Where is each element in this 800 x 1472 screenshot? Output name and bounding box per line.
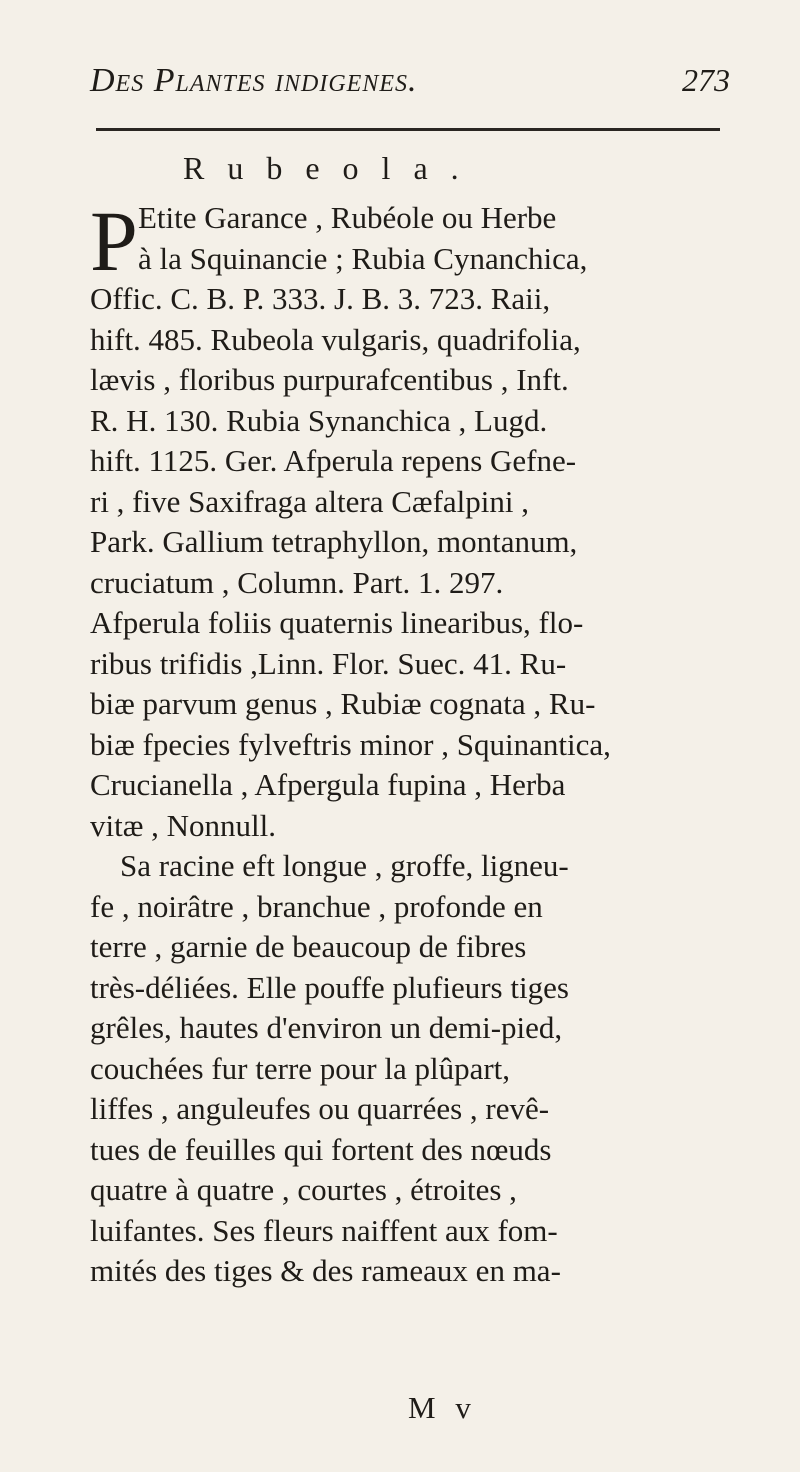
drop-cap: P [90,193,138,289]
text-line: ribus trifidis ,Linn. Flor. Suec. 41. Ru- [90,645,567,681]
text-line: quatre à quatre , courtes , étroites , [90,1172,517,1207]
text-line: Sa racine eft longue , groffe, ligneu- [120,848,569,883]
text-line: mités des tiges & des rameaux en ma- [90,1253,561,1288]
page-header [90,62,730,100]
section-title: Rubeola. [183,150,482,186]
text-line: biæ fpecies fylveftris minor , Squinantica, [90,726,611,762]
text-line: hift. 485. Rubeola vulgaris, quadrifolia, [90,321,581,357]
signature-mark: M v [408,1390,477,1425]
header-rule [96,128,720,131]
text-line: cruciatum , Column. Part. 1. 297. [90,564,504,600]
text-line: R. H. 130. Rubia Synanchica , Lugd. [90,402,548,438]
text-line: Crucianella , Afpergula fupina , Herba [90,767,566,802]
text-line: Offic. C. B. P. 333. J. B. 3. 723. Raii, [90,281,551,316]
text-line: tues de feuilles qui fortent des nœuds [90,1131,552,1167]
text-line: Park. Gallium tetraphyllon, montanum, [90,524,578,559]
text-line: liffes , anguleufes ou quarrées , revê- [90,1091,550,1126]
text-line: biæ parvum genus , Rubiæ cognata , Ru- [90,686,596,721]
page-number: 273 [682,62,730,98]
text-line: à la Squinancie ; Rubia Cynanchica, [138,240,588,276]
text-line: lævis , floribus purpurafcentibus , Inft. [90,362,569,397]
text-line: vitæ , Nonnull. [90,807,277,843]
text-line: Etite Garance , Rubéole ou Herbe [138,200,557,235]
text-line: luifantes. Ses fleurs naiffent aux fom- [90,1212,558,1248]
text-line: ri , five Saxifraga altera Cæfalpini , [90,483,530,519]
text-line: hift. 1125. Ger. Afperula repens Gefne- [90,443,577,478]
paragraph-description [90,846,726,1292]
paragraph-synonyms [90,193,726,846]
text-line: terre , garnie de beaucoup de fibres [90,929,527,964]
text-line: Afperula foliis quaternis linearibus, flo- [90,605,584,640]
text-line: très-déliées. Elle pouffe plufieurs tiges [90,969,569,1005]
running-title: Des Plantes indigenes. [90,62,418,99]
text-line: fe , noirâtre , branchue , profonde en [90,888,543,924]
text-line: couchées fur terre pour la plûpart, [90,1050,511,1086]
text-line: grêles, hautes d'environ un demi-pied, [90,1010,563,1045]
